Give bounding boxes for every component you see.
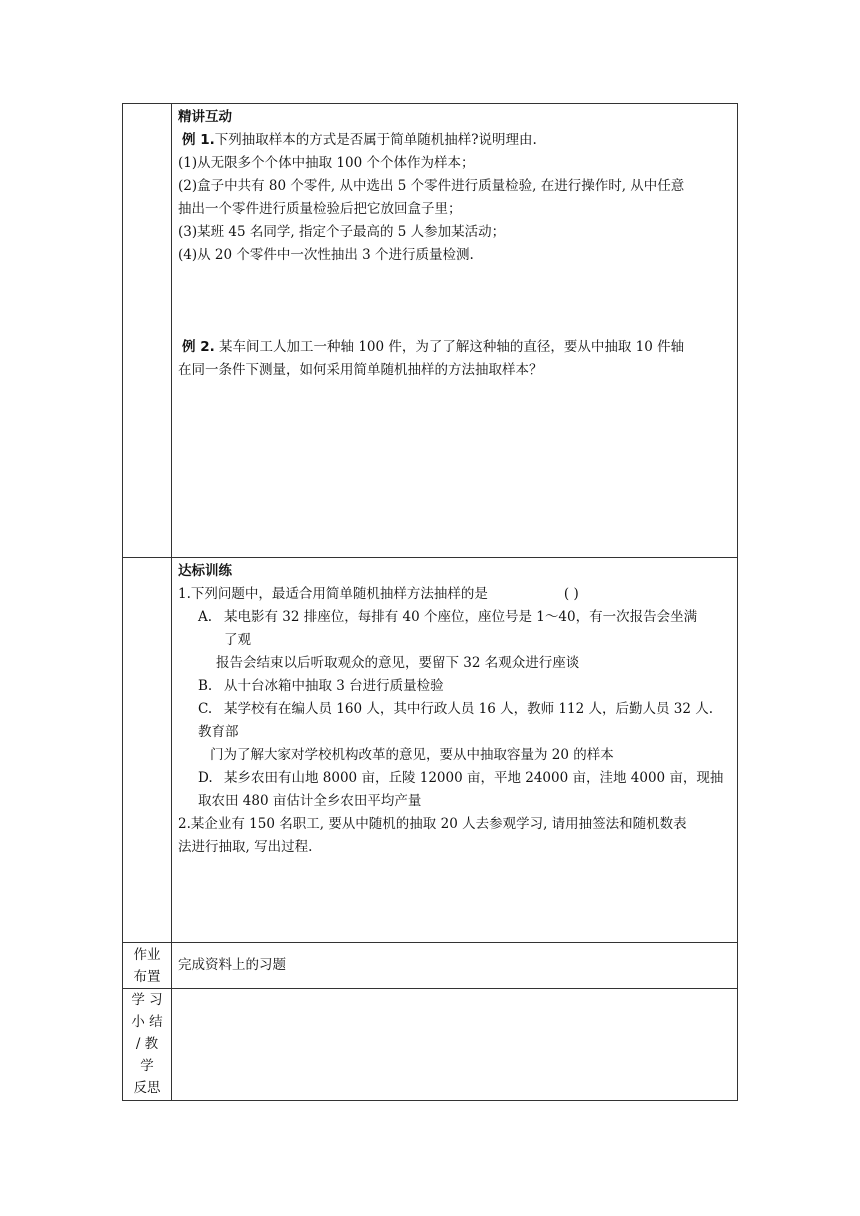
homework-content-cell (172, 943, 738, 989)
summary-label-line-3: / 教 (135, 1036, 159, 1052)
example-2-line-2: 在同一条件下测量，如何采用简单随机抽样的方法抽取样本？ (178, 362, 543, 378)
row-practice-label-cell (123, 558, 172, 943)
option-b (178, 675, 731, 698)
option-a-line-2: 了观 (224, 632, 251, 648)
summary-label-line-5: 反思 (133, 1080, 161, 1096)
section-heading-practice: 达标训练 (178, 563, 232, 579)
option-a (178, 606, 731, 629)
example-1-item-1: (1)从无限多个个体中抽取 100 个个体作为样本； (178, 155, 475, 171)
example-2-line-1-text: 某车间工人加工一种轴 100 件，为了了解这种轴的直径，要从中抽取 10 件轴 (219, 339, 685, 355)
example-2-line-1 (178, 336, 731, 359)
summary-label-line-1: 学 习 (131, 992, 163, 1008)
section-heading-lecture: 精讲互动 (178, 109, 232, 125)
homework-label-line-1: 作业 (133, 946, 161, 963)
question-2-line-2: 法进行抽取, 写出过程. (178, 839, 313, 855)
lecture-cell (172, 104, 738, 558)
summary-label-line-2: 小 结 (131, 1014, 163, 1030)
option-b-line-1: 从十台冰箱中抽取 3 台进行质量检验 (224, 678, 444, 694)
option-b-letter: B. (198, 678, 213, 694)
row-lecture (123, 104, 738, 558)
summary-label-cell (123, 989, 172, 1101)
option-c-line-2: 教育部 (198, 724, 239, 740)
example-2-label: 例 2. (182, 339, 215, 355)
homework-content: 完成资料上的习题 (178, 957, 286, 973)
example-1-label: 例 1. (182, 132, 215, 148)
question-2-line-1: 2.某企业有 150 名职工, 要从中随机的抽取 20 人去参观学习, 请用抽签法和随机数表 (178, 816, 687, 832)
row-homework (123, 943, 738, 989)
homework-label-cell (123, 943, 172, 989)
row-lecture-label-cell (123, 104, 172, 558)
example-1-stem (178, 129, 731, 152)
practice-cell (172, 558, 738, 943)
option-d-line-2: 取农田 480 亩估计全乡农田平均产量 (198, 793, 422, 809)
homework-label-line-2: 布置 (133, 968, 161, 985)
option-d-line-1: 某乡农田有山地 8000 亩，丘陵 12000 亩，平地 24000 亩，洼地 4000 亩，现抽 (224, 770, 724, 786)
question-1-stem (178, 583, 731, 606)
option-c (178, 698, 731, 721)
summary-label-line-4: 学 (140, 1058, 154, 1074)
option-a-line-3: 报告会结束以后听取观众的意见，要留下 32 名观众进行座谈 (216, 655, 580, 671)
lesson-table (122, 103, 738, 1101)
row-practice (123, 558, 738, 943)
example-1-item-2: (2)盒子中共有 80 个零件, 从中选出 5 个零件进行质量检验, 在进行操作时, 从中任意 (178, 178, 685, 194)
row-summary (123, 989, 738, 1101)
option-a-letter: A. (198, 609, 213, 625)
example-1-item-3: (3)某班 45 名同学, 指定个子最高的 5 人参加某活动； (178, 224, 506, 240)
example-1-item-4: (4)从 20 个零件中一次性抽出 3 个进行质量检测. (178, 247, 474, 263)
option-c-letter: C. (198, 701, 213, 717)
option-d-letter: D. (198, 770, 213, 786)
answer-bracket: ( ) (563, 586, 579, 602)
option-a-line-1: 某电影有 32 排座位，每排有 40 个座位，座位号是 1～40，有一次报告会坐满 (224, 609, 698, 625)
question-1-stem-text: 1.下列问题中，最适合用简单随机抽样方法抽样的是 (178, 586, 488, 602)
option-c-line-3: 门为了解大家对学校机构改革的意见，要从中抽取容量为 20 的样本 (210, 747, 614, 763)
option-c-line-1: 某学校有在编人员 160 人，其中行政人员 16 人，教师 112 人，后勤人员 32 人. (224, 701, 714, 717)
option-d (178, 767, 731, 790)
summary-content-cell (172, 989, 738, 1101)
example-1-stem-text: 下列抽取样本的方式是否属于简单随机抽样?说明理由. (214, 132, 537, 148)
example-1-item-2-cont: 抽出一个零件进行质量检验后把它放回盒子里； (178, 201, 462, 217)
